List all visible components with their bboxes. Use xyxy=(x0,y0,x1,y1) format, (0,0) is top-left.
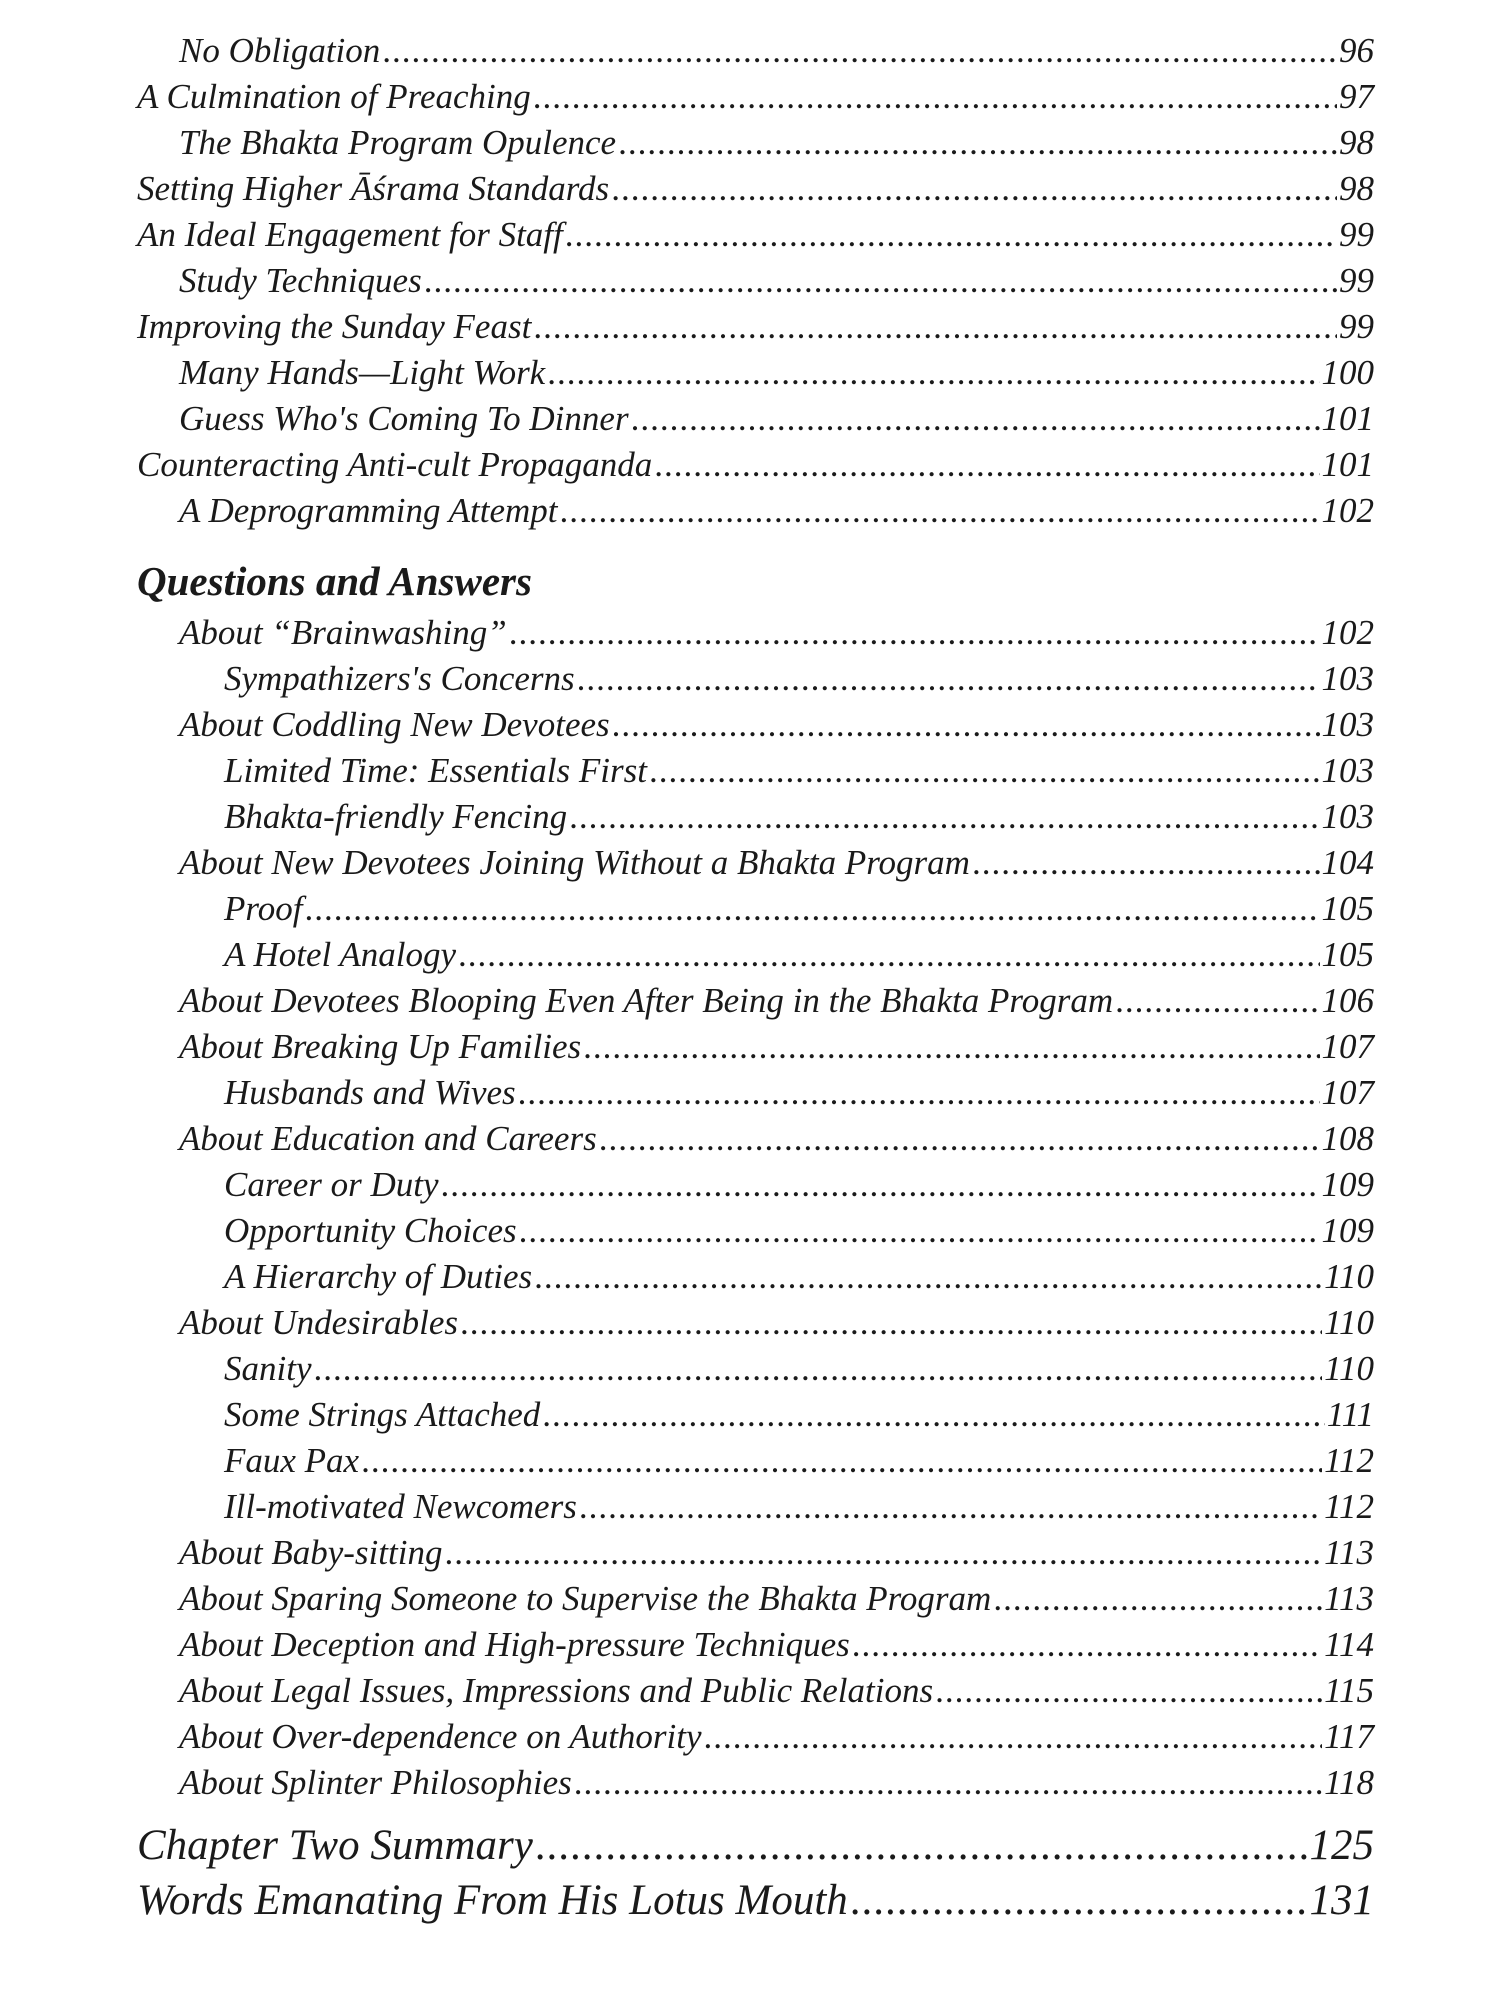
dot-leader xyxy=(534,1254,1322,1300)
dot-leader xyxy=(560,488,1320,534)
toc-entry[interactable] xyxy=(137,748,1374,794)
dot-leader xyxy=(518,1070,1320,1116)
toc-entry-page-number: 111 xyxy=(1326,1395,1374,1434)
toc-entry-title: The Bhakta Program Opulence xyxy=(179,123,617,162)
dot-leader xyxy=(441,1162,1320,1208)
dot-leader xyxy=(852,1622,1322,1668)
dot-leader xyxy=(533,74,1337,120)
toc-entry-page-number: 100 xyxy=(1321,353,1374,392)
toc-entry-title: Faux Pax xyxy=(224,1441,360,1480)
toc-entry-page-number: 98 xyxy=(1339,169,1374,208)
toc-entry-title: Study Techniques xyxy=(179,261,422,300)
toc-entry-title: About New Devotees Joining Without a Bhakta Program xyxy=(179,843,970,882)
toc-entry-title: About Baby-sitting xyxy=(179,1533,443,1572)
toc-entry[interactable] xyxy=(137,1300,1374,1346)
toc-entry-page-number: 110 xyxy=(1324,1349,1374,1388)
toc-entry[interactable] xyxy=(137,1162,1374,1208)
toc-entry[interactable] xyxy=(137,978,1374,1024)
toc-entry-page-number: 113 xyxy=(1324,1533,1374,1572)
toc-entry-title: Some Strings Attached xyxy=(224,1395,541,1434)
toc-entry[interactable] xyxy=(137,1438,1374,1484)
dot-leader xyxy=(618,120,1337,166)
dot-leader xyxy=(704,1714,1323,1760)
dot-leader xyxy=(612,702,1320,748)
toc-entry[interactable] xyxy=(137,794,1374,840)
toc-entry-title: Bhakta-friendly Fencing xyxy=(224,797,568,836)
toc-entry[interactable] xyxy=(137,120,1374,166)
dot-leader xyxy=(565,212,1337,258)
toc-entry-page-number: 108 xyxy=(1321,1119,1374,1158)
toc-entry[interactable] xyxy=(137,1668,1374,1714)
dot-leader xyxy=(313,1346,1322,1392)
toc-entry[interactable] xyxy=(137,1070,1374,1116)
toc-entry-title: Husbands and Wives xyxy=(224,1073,516,1112)
dot-leader xyxy=(424,258,1337,304)
toc-entry-title: Opportunity Choices xyxy=(224,1211,517,1250)
dot-leader xyxy=(583,1024,1319,1070)
toc-entry-title: Many Hands—Light Work xyxy=(179,353,546,392)
toc-entry[interactable] xyxy=(137,74,1374,120)
toc-entry[interactable] xyxy=(137,212,1374,258)
toc-entry-title: Proof xyxy=(224,889,303,928)
toc-entry[interactable] xyxy=(137,1346,1374,1392)
toc-entry-title: About Coddling New Devotees xyxy=(179,705,610,744)
toc-entry[interactable] xyxy=(137,396,1374,442)
dot-leader xyxy=(599,1116,1320,1162)
toc-entry-page-number: 125 xyxy=(1309,1822,1374,1869)
toc-entry[interactable] xyxy=(137,442,1374,488)
toc-entry[interactable] xyxy=(137,702,1374,748)
toc-entry-page-number: 112 xyxy=(1324,1441,1374,1480)
dot-leader xyxy=(1115,978,1319,1024)
dot-leader xyxy=(654,442,1319,488)
toc-entry-title: Sympathizers's Concerns xyxy=(224,659,575,698)
toc-entry-title: Setting Higher Āśrama Standards xyxy=(137,169,610,208)
toc-entry-page-number: 99 xyxy=(1339,261,1374,300)
toc-entry[interactable] xyxy=(137,1530,1374,1576)
toc-entry-title: Limited Time: Essentials First xyxy=(224,751,647,790)
toc-entry-title: Words Emanating From His Lotus Mouth xyxy=(137,1877,848,1924)
toc-entry-page-number: 113 xyxy=(1324,1579,1374,1618)
toc-entry-page-number: 103 xyxy=(1321,797,1374,836)
toc-entry-title: Guess Who's Coming To Dinner xyxy=(179,399,629,438)
toc-entry-title: A Culmination of Preaching xyxy=(137,77,531,116)
toc-entry[interactable] xyxy=(137,656,1374,702)
toc-entry-title: About “Brainwashing” xyxy=(179,613,507,652)
toc-entry[interactable] xyxy=(137,1484,1374,1530)
toc-entry-title: About Education and Careers xyxy=(179,1119,597,1158)
dot-leader xyxy=(993,1576,1322,1622)
dot-leader xyxy=(850,1873,1308,1928)
toc-entry[interactable] xyxy=(137,28,1374,74)
toc-entry-page-number: 115 xyxy=(1324,1671,1374,1710)
toc-entry-title: About Devotees Blooping Even After Being in the Bhakta Program xyxy=(179,981,1114,1020)
toc-entry-page-number: 102 xyxy=(1321,491,1374,530)
dot-leader xyxy=(444,1530,1322,1576)
toc-entry-page-number: 118 xyxy=(1324,1763,1374,1802)
toc-entry[interactable] xyxy=(137,350,1374,396)
toc-entry-page-number: 105 xyxy=(1321,889,1374,928)
toc-entry[interactable] xyxy=(137,1622,1374,1668)
toc-entry-page-number: 99 xyxy=(1339,215,1374,254)
dot-leader xyxy=(631,396,1320,442)
toc-entry-page-number: 101 xyxy=(1321,445,1374,484)
toc-entry-title: Counteracting Anti-cult Propaganda xyxy=(137,445,653,484)
dot-leader xyxy=(533,304,1337,350)
toc-questions-section xyxy=(137,610,1374,1806)
toc-entry[interactable] xyxy=(137,610,1374,656)
toc-entry-page-number: 106 xyxy=(1321,981,1374,1020)
toc-entry-page-number: 114 xyxy=(1324,1625,1374,1664)
toc-entry-title: A Hierarchy of Duties xyxy=(224,1257,533,1296)
toc-entry-title: Sanity xyxy=(224,1349,312,1388)
toc-entry[interactable] xyxy=(137,1208,1374,1254)
toc-entry[interactable] xyxy=(137,258,1374,304)
dot-leader xyxy=(361,1438,1322,1484)
dot-leader xyxy=(649,748,1320,794)
dot-leader xyxy=(542,1392,1324,1438)
toc-entry-page-number: 96 xyxy=(1339,31,1374,70)
toc-entry-page-number: 107 xyxy=(1321,1027,1374,1066)
toc-entry-page-number: 109 xyxy=(1321,1165,1374,1204)
dot-leader xyxy=(460,1300,1322,1346)
dot-leader xyxy=(935,1668,1322,1714)
toc-entry-page-number: 117 xyxy=(1324,1717,1374,1756)
toc-entry-title: About Deception and High-pressure Techniques xyxy=(179,1625,850,1664)
toc-entry[interactable] xyxy=(137,1024,1374,1070)
toc-entry[interactable] xyxy=(137,1392,1374,1438)
toc-entry-title: About Legal Issues, Impressions and Public Relations xyxy=(179,1671,934,1710)
toc-entry[interactable] xyxy=(137,886,1374,932)
toc-entry-page-number: 103 xyxy=(1321,751,1374,790)
toc-entry[interactable] xyxy=(137,840,1374,886)
dot-leader xyxy=(972,840,1320,886)
toc-entry-title: About Breaking Up Families xyxy=(179,1027,582,1066)
toc-entry-title: An Ideal Engagement for Staff xyxy=(137,215,563,254)
toc-entry[interactable] xyxy=(137,1714,1374,1760)
toc-entry-page-number: 112 xyxy=(1324,1487,1374,1526)
toc-entry-title: About Over-dependence on Authority xyxy=(179,1717,702,1756)
toc-entry-page-number: 107 xyxy=(1321,1073,1374,1112)
toc-entry-title: Ill-motivated Newcomers xyxy=(224,1487,577,1526)
toc-entry-title: A Hotel Analogy xyxy=(224,935,457,974)
toc-entry-page-number: 103 xyxy=(1321,659,1374,698)
toc-entry[interactable] xyxy=(137,1576,1374,1622)
toc-entry[interactable] xyxy=(137,1760,1374,1806)
dot-leader xyxy=(458,932,1319,978)
dot-leader xyxy=(519,1208,1320,1254)
table-of-contents-page xyxy=(137,28,1374,1928)
dot-leader xyxy=(569,794,1319,840)
toc-entry-page-number: 101 xyxy=(1321,399,1374,438)
toc-entry-page-number: 105 xyxy=(1321,935,1374,974)
dot-leader xyxy=(579,1484,1322,1530)
toc-entry-title: Chapter Two Summary xyxy=(137,1822,533,1869)
toc-entry[interactable] xyxy=(137,1254,1374,1300)
toc-entry-page-number: 99 xyxy=(1339,307,1374,346)
dot-leader xyxy=(574,1760,1322,1806)
toc-entry[interactable] xyxy=(137,932,1374,978)
toc-entry-page-number: 104 xyxy=(1321,843,1374,882)
toc-entry-page-number: 97 xyxy=(1339,77,1374,116)
toc-entry-title: No Obligation xyxy=(179,31,381,70)
dot-leader xyxy=(304,886,1319,932)
toc-entry-title: About Sparing Someone to Supervise the Bhakta Program xyxy=(179,1579,992,1618)
toc-entry[interactable] xyxy=(137,1818,1374,1873)
toc-entry-page-number: 131 xyxy=(1309,1877,1374,1924)
section-heading-questions-and-answers: Questions and Answers xyxy=(137,558,532,604)
toc-entry-title: Career or Duty xyxy=(224,1165,439,1204)
dot-leader xyxy=(611,166,1337,212)
toc-entry[interactable] xyxy=(137,166,1374,212)
toc-entry-page-number: 110 xyxy=(1324,1303,1374,1342)
toc-entry-page-number: 102 xyxy=(1321,613,1374,652)
toc-entry-title: About Undesirables xyxy=(179,1303,459,1342)
toc-entry-page-number: 98 xyxy=(1339,123,1374,162)
dot-leader xyxy=(535,1818,1308,1873)
toc-top-section xyxy=(137,28,1374,534)
toc-entry[interactable] xyxy=(137,304,1374,350)
dot-leader xyxy=(509,610,1320,656)
toc-entry-page-number: 110 xyxy=(1324,1257,1374,1296)
toc-entry[interactable] xyxy=(137,1873,1374,1928)
toc-entry-title: Improving the Sunday Feast xyxy=(137,307,532,346)
toc-summary-section xyxy=(137,1818,1374,1928)
dot-leader xyxy=(382,28,1337,74)
toc-entry-page-number: 103 xyxy=(1321,705,1374,744)
dot-leader xyxy=(547,350,1319,396)
toc-entry-title: About Splinter Philosophies xyxy=(179,1763,572,1802)
toc-entry-page-number: 109 xyxy=(1321,1211,1374,1250)
toc-entry-title: A Deprogramming Attempt xyxy=(179,491,558,530)
toc-entry[interactable] xyxy=(137,488,1374,534)
toc-entry[interactable] xyxy=(137,1116,1374,1162)
dot-leader xyxy=(577,656,1320,702)
